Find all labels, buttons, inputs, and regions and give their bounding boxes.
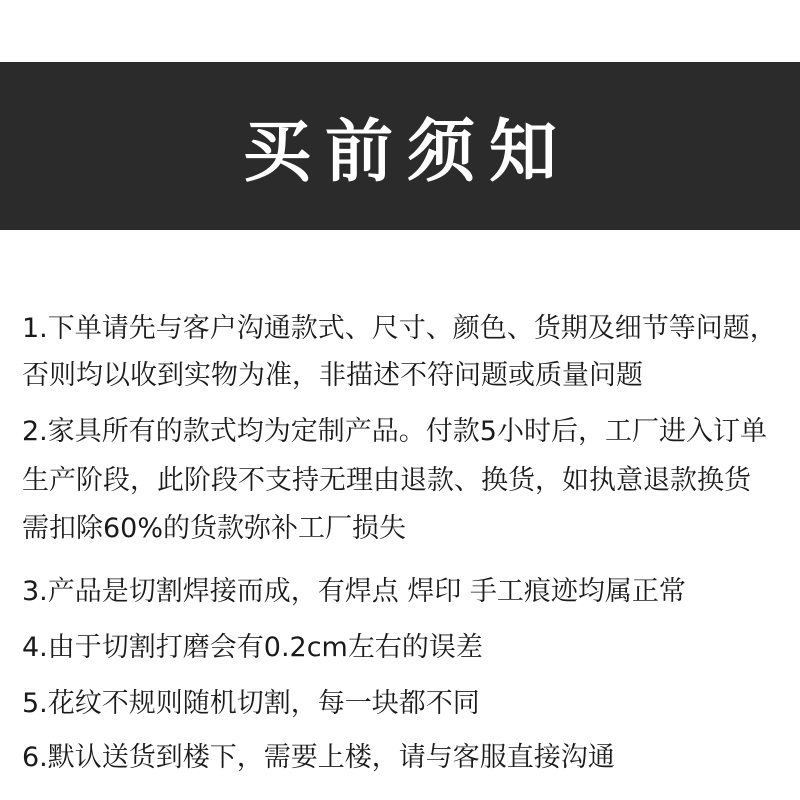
notice-line-2a: 2.家具所有的款式均为定制产品。付款5小时后，工厂进入订单 (22, 416, 767, 447)
notice-line-3: 3.产品是切割焊接而成，有焊点 焊印 手工痕迹均属正常 (22, 576, 686, 607)
notice-line-1b: 否则均以收到实物为准，非描述不符问题或质量问题 (22, 360, 643, 391)
notice-line-1a: 1.下单请先与客户沟通款式、尺寸、颜色、货期及细节等问题， (22, 313, 777, 344)
header-banner (0, 62, 800, 230)
notice-line-6: 6.默认送货到楼下，需要上楼，请与客服直接沟通 (22, 742, 615, 773)
notice-line-4: 4.由于切割打磨会有0.2cm左右的误差 (22, 632, 483, 663)
notice-line-5: 5.花纹不规则随机切割，每一块都不同 (22, 688, 480, 719)
page-title: 买前须知 (242, 112, 571, 192)
notice-line-2b: 生产阶段，此阶段不支持无理由退款、换货，如执意退款换货 (22, 465, 751, 496)
notice-line-2c: 需扣除60%的货款弥补工厂损失 (22, 513, 407, 544)
cut-off-line (22, 784, 782, 800)
